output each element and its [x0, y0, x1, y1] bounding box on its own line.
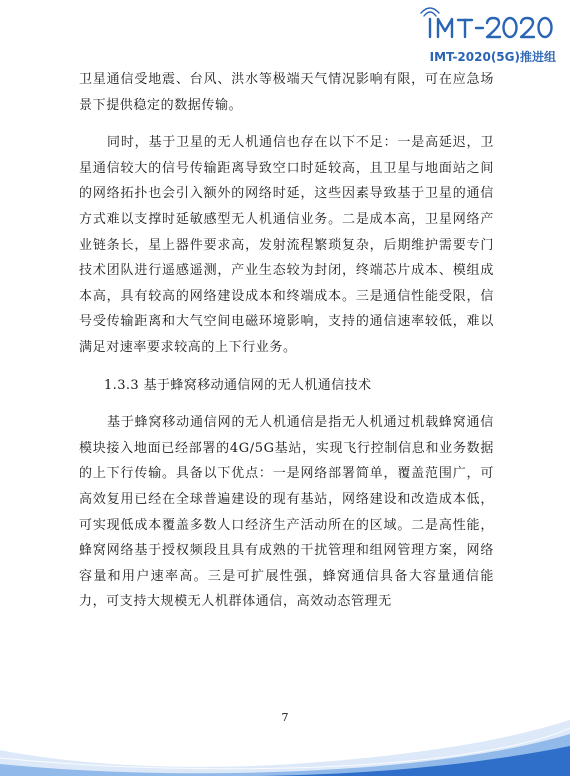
paragraph-gap [79, 118, 494, 130]
paragraph-satellite-advantage: 卫星通信受地震、台风、洪水等极端天气情况影响有限，可在应急场景下提供稳定的数据传输。 [79, 72, 494, 113]
paragraph-cellular-advantages: 基于蜂窝移动通信网的无人机通信是指无人机通过机载蜂窝通信模块接入地面已经部署的4G/5G基站，实现飞行控制信息和业务数据的上下行传输。具备以下优点：一是网络部署简单，覆盖范围广，可高效复用已经在全球普遍建设的现有基站，网络建设和改造成本低，可实现低成本覆盖多数人口经济生产活动所在的区域。二是高性能，蜂窝网络基于授权频段且具有成熟的干扰管理和组网管理方案，网络容量和用户速率高。三是可扩展性强，蜂窝通信具备大容量通信能力，可支持大规模无人机群体通信，高效动态管理无 [79, 415, 494, 610]
page-number: 7 [281, 711, 289, 724]
paragraph-gap [79, 361, 494, 373]
footer-wave-decoration [0, 706, 570, 776]
header-subtitle: IMT-2020(5G)推进组 [429, 50, 556, 64]
document-body [79, 67, 494, 615]
imt-2020-logo [420, 2, 564, 44]
paragraph-satellite-drawbacks: 同时，基于卫星的无人机通信也存在以下不足：一是高延迟，卫星通信较大的信号传输距离导致空口时延较高，且卫星与地面站之间的网络拓扑也会引入额外的网络时延，这些因素导致基于卫星的通信方式难以支撑时延敏感型无人机通信业务。二是成本高，卫星网络产业链条长，星上器件要求高，发射流程繁琐复杂，后期维护需要专门技术团队进行遥感遥测，产业生态较为封闭，终端芯片成本、模组成本高，具有较高的网络建设成本和终端成本。三是通信性能受限，信号受传输距离和大气空间电磁环境影响，支持的通信速率较低，难以满足对速率要求较高的上下行业务。 [79, 135, 494, 355]
paragraph-gap [79, 398, 494, 410]
logo-graphic [420, 2, 564, 44]
section-heading: 1.3.3 基于蜂窝移动通信网的无人机通信技术 [104, 377, 372, 393]
